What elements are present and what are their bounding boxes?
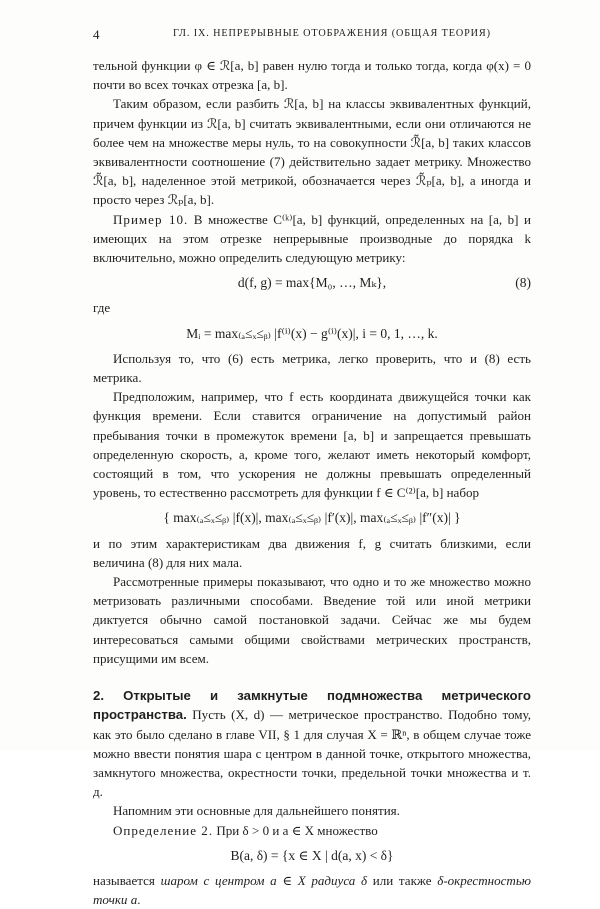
- example-10-text: В множестве C⁽ᵏ⁾[a, b] функций, определенных на [a, b] и имеющих на этом отрезке непрерывные производные до порядка k включительно, можно определить следующую метрику:: [93, 211, 531, 266]
- section-2-paragraph: [93, 686, 531, 801]
- term-neighborhood: δ-окрестностью точки a: [93, 872, 531, 908]
- paragraph-4: Предположим, например, что f есть координата движущейся точки как функция времени. Если ставится ограничение на допустимый район пребывания точки в промежуток времени [a, b] и запрещается превышать определенную скорость, а, кроме того, желают иметь некоторый комфорт, состоящий в том, что ускорения не должны превышать определенный уровень, то естественно рассмотреть для функции f ∈ C⁽²⁾[a, b] набор: [93, 389, 531, 501]
- definition-2-label: Определение 2.: [113, 822, 214, 838]
- paragraph-8-mid: или также: [367, 872, 438, 888]
- equation-8: [93, 273, 531, 292]
- equation-set: [93, 508, 531, 527]
- paragraph-3: Используя то, что (6) есть метрика, легко проверить, что и (8) есть метрика.: [93, 350, 531, 386]
- paragraph-6: Рассмотренные примеры показывают, что одно и то же множество можно метризовать различными способами. Введение той или иной метрики диктуется обычно самой постановкой задачи. Сейчас же мы будем интересоваться самыми общими свойствами метрических пространств, присущими им всем.: [93, 574, 531, 666]
- paragraph-1: тельной функции φ ∈ ℛ[a, b] равен нулю тогда и только тогда, когда φ(x) = 0 почти во всех точках отрезка [a, b].: [93, 58, 531, 93]
- paragraph-8: [93, 871, 531, 909]
- paragraph-7: Напомним эти основные для дальнейшего понятия.: [113, 803, 400, 819]
- equation-ball-formula: B(a, δ) = {x ∈ X | d(a, x) < δ}: [230, 847, 394, 863]
- paragraph-2: Таким образом, если разбить ℛ[a, b] на классы эквивалентных функций, причем функции из ℛ[a, b] считать эквивалентными, если они отличаются не более чем на множестве меры нуль, то на совокупности ℛ̃[a, b] таких классов эквивалентности соотношение (7) действительно задает метрику. Множество ℛ̃[a, b], наделенное этой метрикой, обозначается через ℛ̃ₚ[a, b], а иногда и просто через ℛₚ[a, b].: [93, 96, 531, 208]
- equation-ball: [93, 846, 531, 865]
- example-10-paragraph: [93, 210, 531, 268]
- equation-set-formula: { max₍ₐ≤ₓ≤ᵦ₎ |f(x)|, max₍ₐ≤ₓ≤ᵦ₎ |f′(x)|, max₍ₐ≤ₓ≤ᵦ₎ |f″(x)| }: [163, 510, 461, 526]
- where-word: где: [93, 300, 111, 316]
- example-10-label: Пример 10.: [113, 211, 189, 227]
- definition-2-text: При δ > 0 и a ∈ X множество: [213, 822, 378, 838]
- equation-8-formula: d(f, g) = max{M₀, …, Mₖ},: [237, 275, 387, 291]
- equation-8-number: (8): [515, 275, 531, 291]
- section-2-text: Пусть (X, d) — метрическое пространство. Подобно тому, как это было сделано в главе VII, § 1 для случая X = ℝⁿ, в общем случае тоже можно ввести понятия шара с центром в данной точке, открытого множества, замкнутого множества, окрестности точки, предельной точки множества и т. д.: [93, 707, 531, 800]
- page-number: 4: [93, 27, 100, 42]
- paragraph-8-start: называется: [93, 872, 161, 888]
- paragraph-8-end: .: [137, 892, 141, 908]
- equation-mi-formula: Mᵢ = max₍ₐ≤ₓ≤ᵦ₎ |f⁽ⁱ⁾(x) − g⁽ⁱ⁾(x)|, i = 0, 1, …, k.: [186, 325, 438, 341]
- page-body: [93, 56, 531, 909]
- term-ball: шаром с центром a ∈ X радиуса δ: [160, 872, 368, 888]
- section-2-title: 2. Открытые и замкнутые подмножества метрического пространства.: [93, 688, 531, 723]
- paragraph-5: и по этим характеристикам два движения f, g считать близкими, если величина (8) для них мала.: [93, 535, 531, 570]
- equation-mi: [93, 324, 531, 343]
- running-title: ГЛ. IX. НЕПРЕРЫВНЫЕ ОТОБРАЖЕНИЯ (ОБЩАЯ ТЕОРИЯ): [173, 28, 491, 39]
- page-header: [93, 27, 531, 43]
- definition-2-paragraph: [93, 821, 531, 840]
